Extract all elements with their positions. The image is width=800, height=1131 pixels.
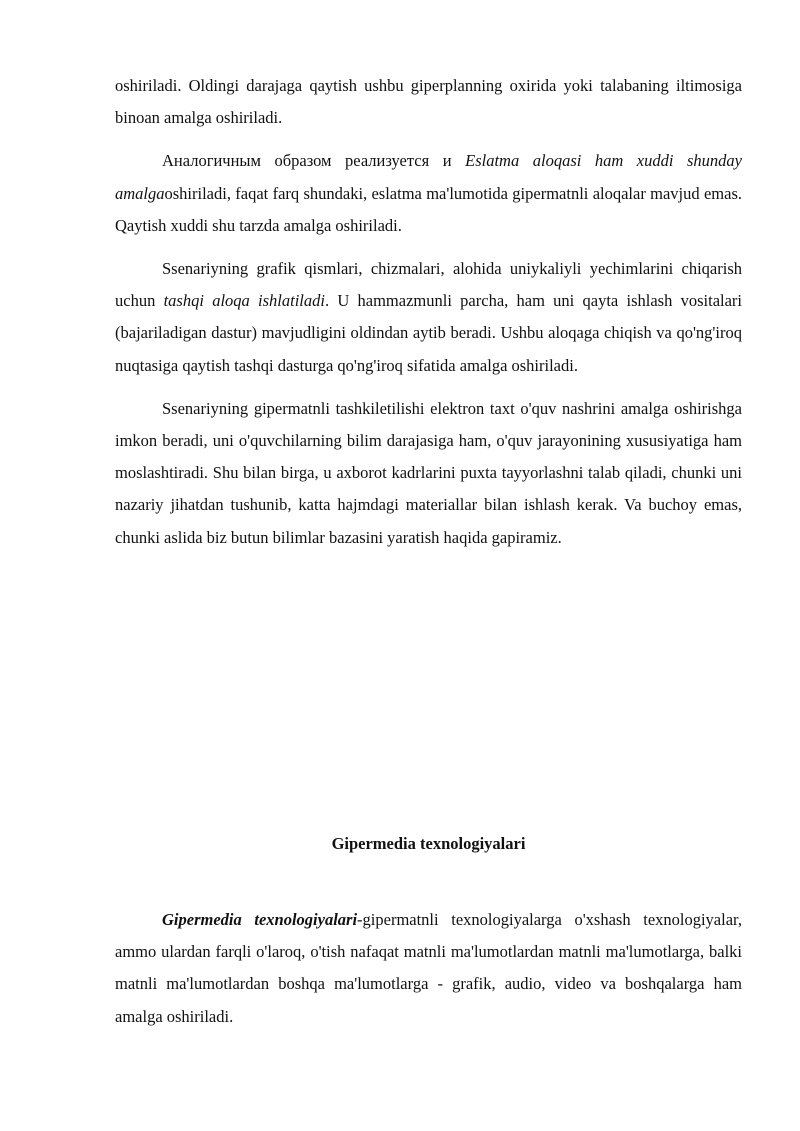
paragraph-3 bbox=[115, 253, 742, 382]
paragraph-2-start: Аналогичным образом реализуется и bbox=[162, 151, 466, 171]
paragraph-2-italic: Eslatma aloqasi ham xuddi shunday amalga bbox=[115, 151, 742, 203]
section-body bbox=[115, 904, 742, 1033]
paragraph-2 bbox=[115, 145, 742, 242]
section-heading: Gipermedia texnologiyalari bbox=[331, 834, 526, 853]
paragraph-5-rest: -gipermatnli texnologiyalarga o'xshash texnologiyalar, ammo ulardan farqli o'laroq, o'tish nafaqat matnli ma'lumotlardan matnli ma'lumotlarga, balki matnli ma'lumotlardan boshqa ma'lumotlarga - grafik, audio, video va boshqalarga ham amalga oshiriladi. bbox=[115, 910, 742, 1026]
document-body bbox=[115, 70, 742, 554]
paragraph-3-start: Ssenariyning grafik qismlari, chizmalari, alohida uniykaliyli yechimlarini chiqarish uchun bbox=[115, 259, 742, 311]
paragraph-4: Ssenariyning gipermatnli tashkiletilishi elektron taxt o'quv nashrini amalga oshirishga imkon beradi, uni o'quvchilarning bilim darajasiga ham, o'quv jarayonining xususiyatiga ham moslashtiradi. Shu bilan birga, u axborot kadrlarini puxta tayyorlashni talab qiladi, chunki uni nazariy jihatdan tushunib, katta hajmdagi materiallar bilan ishlash kerak. Va buchoy emas, chunki aslida biz butun bilimlar bazasini yaratish haqida gapiramiz. bbox=[115, 398, 742, 547]
paragraph-5 bbox=[115, 904, 742, 1033]
section-heading-wrap bbox=[115, 828, 742, 860]
paragraph-2-end: oshiriladi, faqat farq shundaki, eslatma ma'lumotida gipermatnli aloqalar mavjud emas. Qaytish xuddi shu tarzda amalga oshiriladi. bbox=[115, 183, 742, 235]
paragraph-1: oshiriladi. Oldingi darajaga qaytish ushbu giperplanning oxirida yoki talabaning iltimosiga binoan amalga oshiriladi. bbox=[115, 76, 742, 128]
paragraph-5-lead: Gipermedia texnologiyalari bbox=[162, 910, 358, 929]
paragraph-3-end: . U hammazmunli parcha, ham uni qayta ishlash vositalari (bajariladigan dastur) mavjudligini oldindan aytib beradi. Ushbu aloqaga chiqish va qo'ng'iroq nuqtasiga qaytish tashqi dasturga qo'ng'iroq sifatida amalga oshiriladi. bbox=[115, 291, 743, 375]
paragraph-3-italic: tashqi aloqa ishlatiladi bbox=[163, 291, 325, 311]
